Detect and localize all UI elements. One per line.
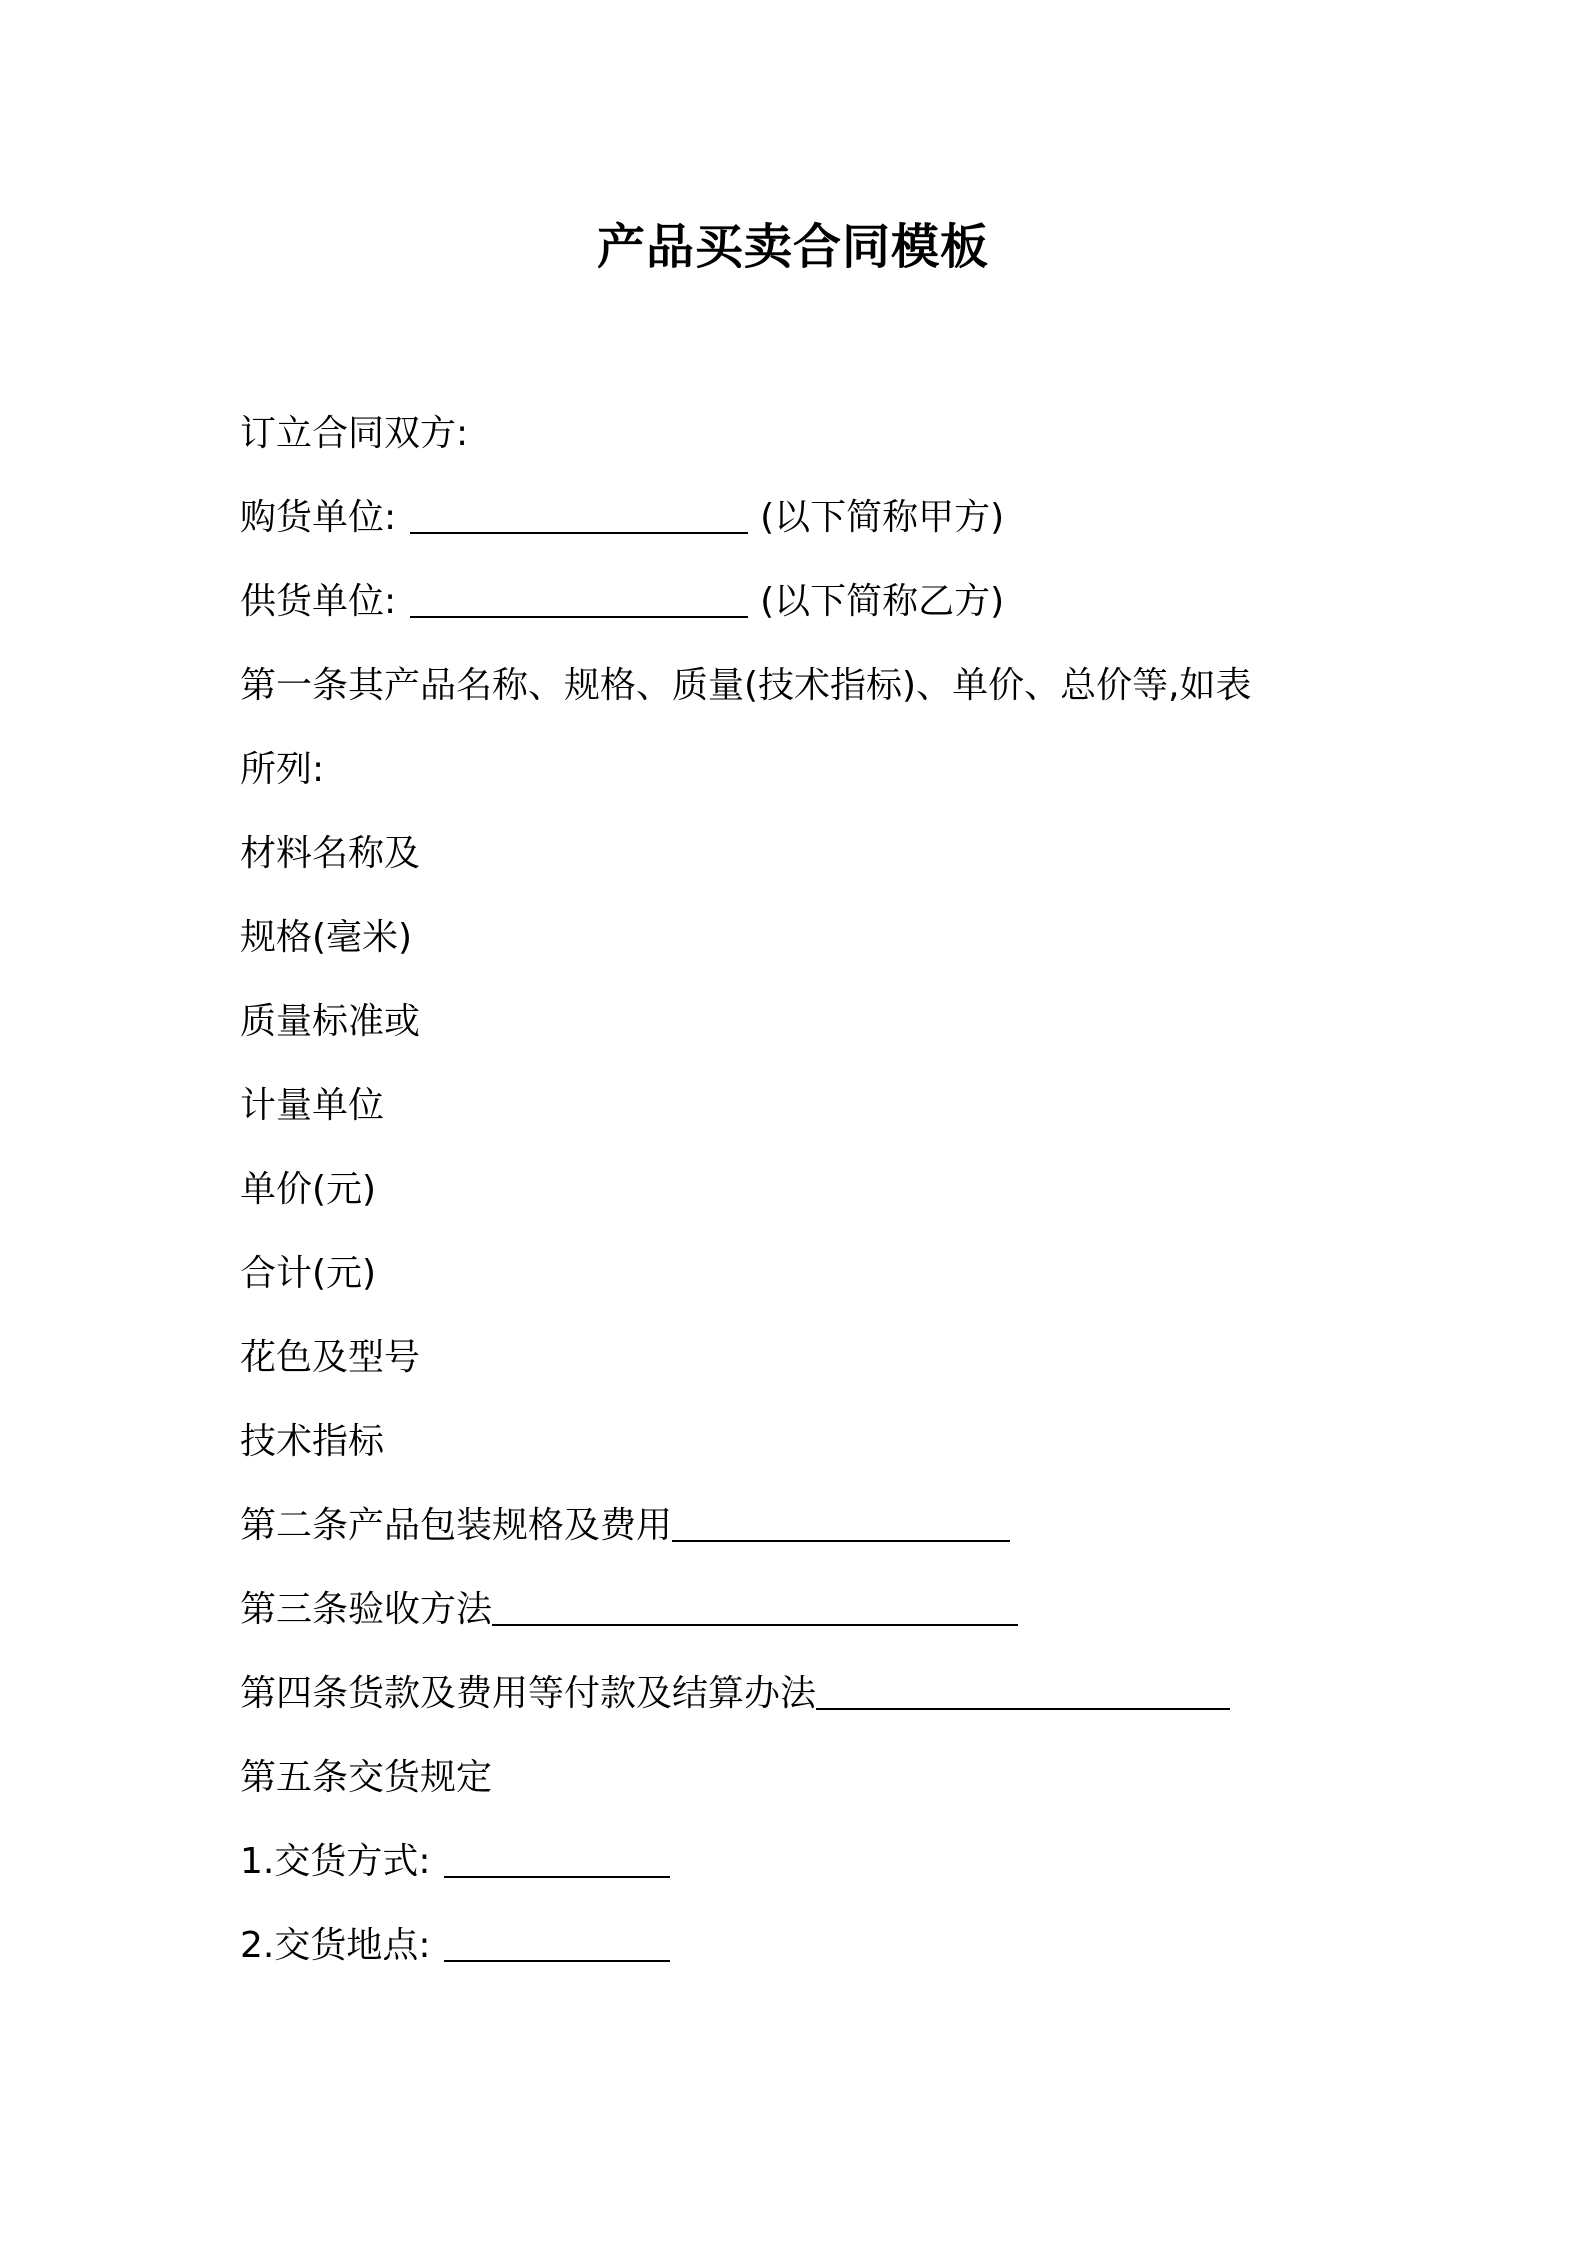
delivery-place-line bbox=[240, 1918, 670, 1974]
delivery-method-line bbox=[240, 1834, 670, 1890]
document-title: 产品买卖合同模板 bbox=[596, 219, 989, 275]
table-field-2 bbox=[240, 910, 412, 966]
table-field-text: 技术指标 bbox=[240, 1421, 385, 1462]
table-field-text: 计量单位 bbox=[240, 1085, 385, 1126]
buyer-suffix: (以下简称甲方) bbox=[760, 497, 1005, 538]
article-1-line-2 bbox=[240, 742, 324, 798]
article-4-blank-field[interactable] bbox=[816, 1672, 1230, 1710]
buyer-label: 购货单位: bbox=[240, 497, 397, 538]
table-field-6 bbox=[240, 1246, 376, 1302]
article-5-line bbox=[240, 1750, 492, 1806]
article-4-text: 第四条货款及费用等付款及结算办法 bbox=[240, 1673, 817, 1714]
article-5-text: 第五条交货规定 bbox=[240, 1757, 493, 1798]
article-2-text: 第二条产品包装规格及费用 bbox=[240, 1505, 673, 1546]
table-field-1 bbox=[240, 826, 420, 882]
article-2-blank-field[interactable] bbox=[672, 1504, 1010, 1542]
parties-heading-text: 订立合同双方: bbox=[240, 413, 469, 454]
table-field-text: 单价(元) bbox=[240, 1169, 377, 1210]
article-1-text-1: 第一条其产品名称、规格、质量(技术指标)、单价、总价等,如表 bbox=[240, 665, 1252, 706]
table-field-text: 质量标准或 bbox=[240, 1001, 421, 1042]
table-field-5 bbox=[240, 1162, 376, 1218]
table-field-4 bbox=[240, 1078, 384, 1134]
buyer-line bbox=[240, 490, 1004, 546]
buyer-blank-field[interactable] bbox=[410, 496, 748, 534]
table-field-text: 花色及型号 bbox=[240, 1337, 421, 1378]
parties-heading bbox=[240, 406, 468, 462]
table-field-text: 合计(元) bbox=[240, 1253, 377, 1294]
table-field-7 bbox=[240, 1330, 420, 1386]
article-1-line-1 bbox=[240, 658, 1252, 714]
article-2-line bbox=[240, 1498, 1010, 1554]
article-3-text: 第三条验收方法 bbox=[240, 1589, 493, 1630]
delivery-place-blank-field[interactable] bbox=[444, 1924, 670, 1962]
seller-label: 供货单位: bbox=[240, 581, 397, 622]
seller-suffix: (以下简称乙方) bbox=[760, 581, 1005, 622]
article-3-line bbox=[240, 1582, 1018, 1638]
table-field-text: 规格(毫米) bbox=[240, 917, 413, 958]
delivery-method-blank-field[interactable] bbox=[444, 1840, 670, 1878]
seller-line bbox=[240, 574, 1004, 630]
table-field-8 bbox=[240, 1414, 384, 1470]
article-3-blank-field[interactable] bbox=[492, 1588, 1018, 1626]
delivery-place-label: 2.交货地点: bbox=[240, 1925, 431, 1966]
table-field-3 bbox=[240, 994, 420, 1050]
delivery-method-label: 1.交货方式: bbox=[240, 1841, 431, 1882]
article-1-text-2: 所列: bbox=[240, 749, 325, 790]
table-field-text: 材料名称及 bbox=[240, 833, 421, 874]
seller-blank-field[interactable] bbox=[410, 580, 748, 618]
article-4-line bbox=[240, 1666, 1230, 1722]
